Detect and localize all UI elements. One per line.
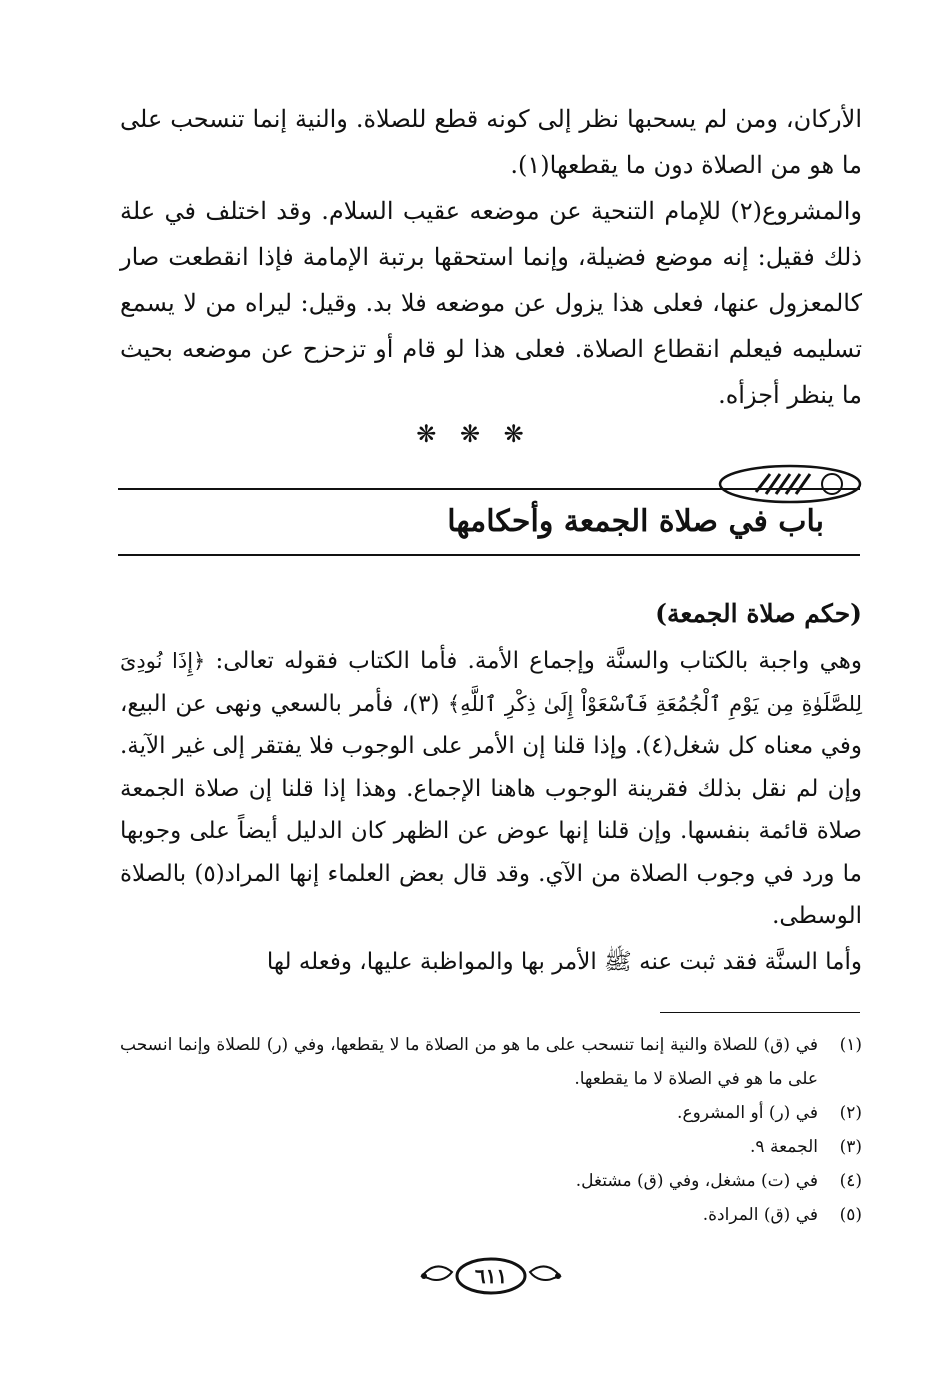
- footnote-number: (٣): [839, 1137, 862, 1157]
- footnote-number: (١): [839, 1035, 862, 1055]
- footnote-text: في (ت) مشغل، وفي (ق) مشتغل.: [575, 1171, 818, 1191]
- footnote-text: في (ق) للصلاة والنية إنما تنسحب على ما هو من الصلاة ما لا يقطعها، وفي (ر) للصلاة وإنما انسحب على ما هو في الصلاة لا ما يقطعها.: [120, 1035, 818, 1089]
- paragraph-text: (٣)، فأمر بالسعي ونهى عن البيع، وفي معناه كل شغل(٤). وإذا قلنا إن الأمر على الوجوب فلا يفتقر إلى غير الآية. وإن لم نقل بذلك فقرينة الوجوب هاهنا الإجماع. وهذا إذا قلنا إن صلاة الجمعة صلاة قائمة بنفسها. وإن قلنا إنها عوض عن الظهر كان الدليل أيضاً على وجوبها ما ورد في وجوب الصلاة من الآي. وقد قال بعض العلماء إنها المراد(٥) بالصلاة الوسطى.: [120, 690, 862, 929]
- footnote-item: [120, 1164, 862, 1198]
- footnote-text: الجمعة ٩.: [750, 1137, 818, 1157]
- footnote-rule: [660, 1012, 860, 1013]
- chapter-rule-bottom: [118, 554, 860, 556]
- footnote-text: في (ر) أو المشروع.: [677, 1103, 818, 1123]
- paragraph: والمشروع(٢) للإمام التنحية عن موضعه عقيب السلام. وقد اختلف في علة ذلك فقيل: إنه موضع فضيلة، وإنما استحقها برتبة الإمامة فإذا انقطعت صار كالمعزول عنها، فعلى هذا يزول عن موضعه فلا بد. وقيل: ليراه من لا يسمع تسليمه فيعلم انقطاع الصلاة. فعلى هذا لو قام أو تزحزح عن موضعه بحيث ما ينظر أجزأه.: [120, 197, 862, 409]
- paragraph: وأما السنَّة فقد ثبت عنه ﷺ الأمر بها والمواظبة عليها، وفعله لها: [266, 949, 862, 975]
- paragraph-text: وهي واجبة بالكتاب والسنَّة وإجماع الأمة. فأما الكتاب فقوله تعالى:: [215, 648, 862, 674]
- footnote-text: في (ق) المرادة.: [702, 1205, 818, 1225]
- chapter-title: باب في صلاة الجمعة وأحكامها: [447, 504, 824, 539]
- section-heading: (حكم صلاة الجمعة): [655, 599, 862, 628]
- page-number: ٦١١: [474, 1264, 508, 1288]
- quran-verse: ﴿إِذَا نُودِىَ لِلصَّلَوٰةِ مِن يَوْمِ ٱلْجُمُعَةِ فَٱسْعَوْاْ إِلَىٰ ذِكْرِ ٱللَّهِ﴾: [120, 649, 863, 716]
- chapter-rule-top: [118, 488, 860, 490]
- footnote-number: (٤): [839, 1171, 862, 1191]
- footnote-number: (٥): [839, 1205, 862, 1225]
- footnote-item: [120, 1130, 862, 1164]
- footnote-item: [120, 1198, 862, 1232]
- footnote-item: [120, 1028, 862, 1096]
- paragraph: [120, 640, 862, 938]
- footnote-number: (٢): [839, 1103, 862, 1123]
- paragraph: الأركان، ومن لم يسحبها نظر إلى كونه قطع للصلاة. والنية إنما تنسحب على ما هو من الصلاة دون ما يقطعها(١).: [120, 105, 862, 179]
- page-number-frame: [416, 1256, 566, 1296]
- footnotes: [120, 1028, 862, 1232]
- footnote-item: [120, 1096, 862, 1130]
- section-separator: ❋ ❋ ❋: [416, 420, 532, 448]
